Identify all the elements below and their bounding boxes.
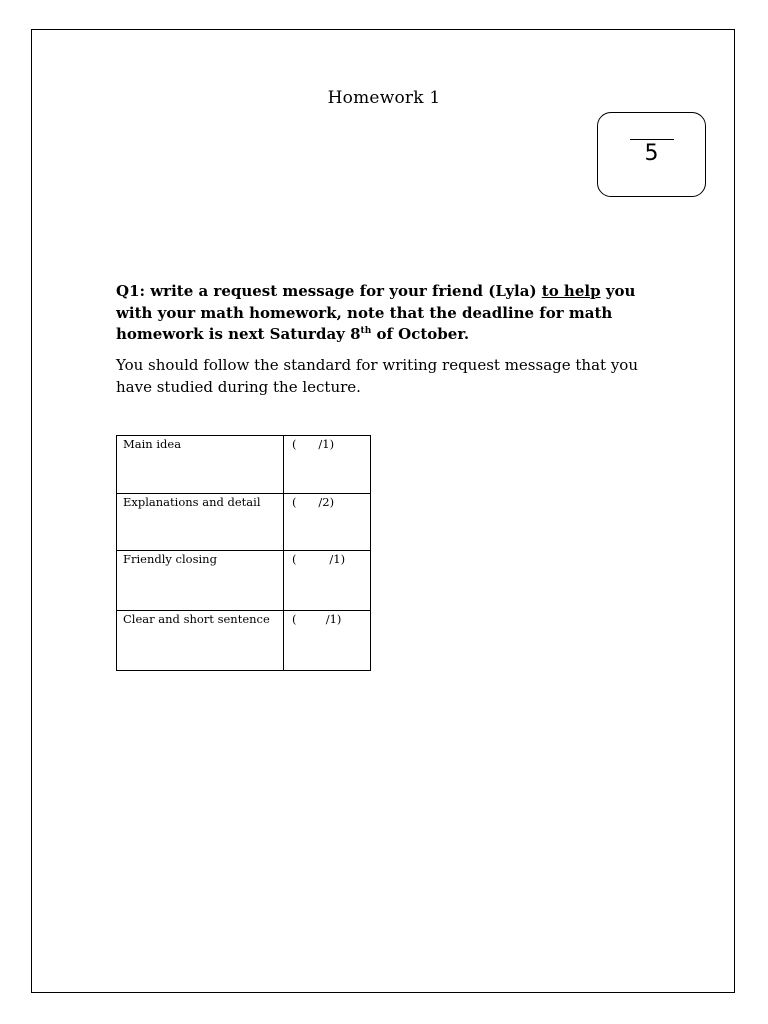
rubric-row — [117, 494, 371, 551]
question-text — [116, 281, 656, 346]
instruction-text: You should follow the standard for writing request message that you have studied during the lecture. — [116, 356, 638, 396]
rubric-row — [117, 611, 371, 671]
rubric-criterion: Explanations and detail — [117, 494, 284, 551]
page-title: Homework 1 — [327, 88, 441, 108]
question-middle: you with your math homework, note that the deadline for math homework is next Saturday 8 — [116, 282, 636, 343]
score-total: 5 — [644, 141, 659, 166]
rubric-points: ( /1) — [284, 436, 371, 494]
question-suffix: of October. — [371, 325, 470, 343]
rubric-points: ( /2) — [284, 494, 371, 551]
rubric-row — [117, 551, 371, 611]
rubric-points: ( /1) — [284, 551, 371, 611]
question-prefix: Q1: write a request message for your friend (Lyla) — [116, 282, 542, 300]
question-underlined: to help — [541, 282, 601, 300]
rubric-row — [117, 436, 371, 494]
rubric-criterion: Friendly closing — [117, 551, 284, 611]
rubric-criterion: Main idea — [117, 436, 284, 494]
question-superscript: th — [360, 326, 372, 336]
rubric-points: ( /1) — [284, 611, 371, 671]
score-box — [597, 112, 706, 197]
rubric-table — [116, 435, 371, 671]
rubric-criterion: Clear and short sentence — [117, 611, 284, 671]
